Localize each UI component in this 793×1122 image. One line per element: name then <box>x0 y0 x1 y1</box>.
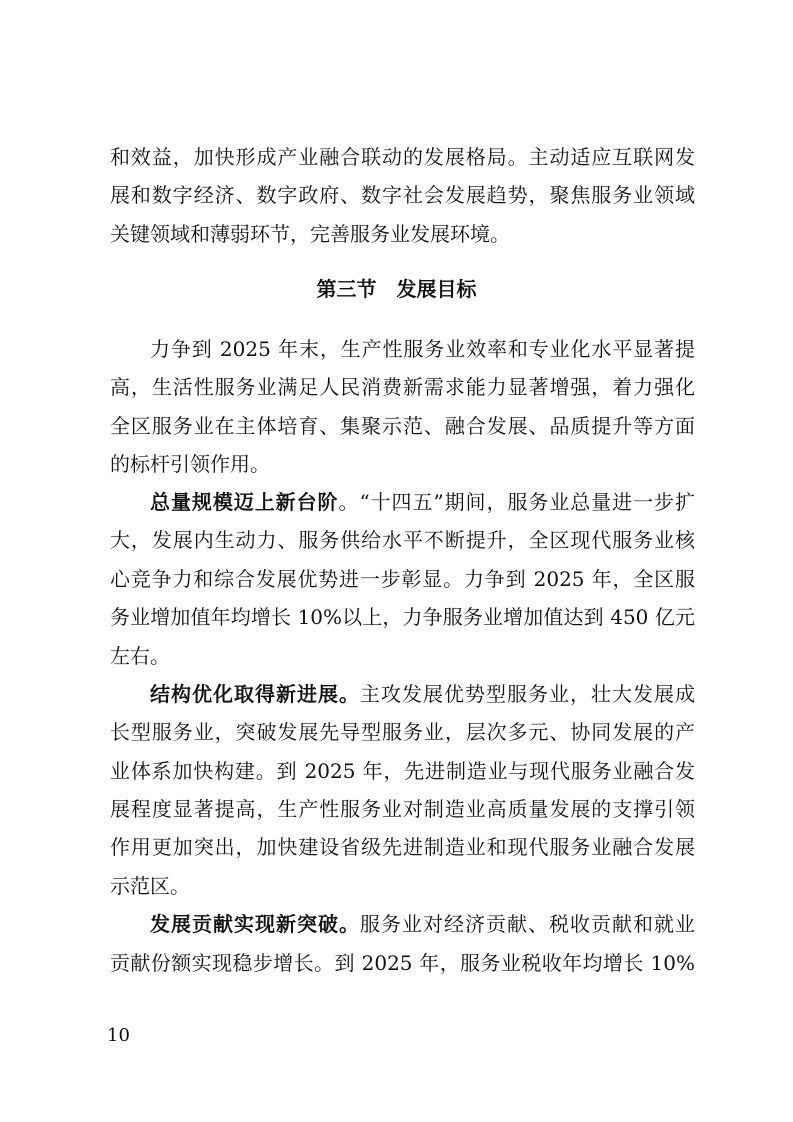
paragraph-line: 示范区。 <box>110 874 190 898</box>
paragraph-first-line <box>150 489 695 515</box>
page-number: 10 <box>107 1025 130 1046</box>
paragraph-line: 业体系加快构建。到 2025 年，先进制造业与现代服务业融合发 <box>110 759 695 783</box>
paragraph-line: 的标杆引领作用。 <box>110 452 270 476</box>
paragraph-line: 心竞争力和综合发展优势进一步彰显。力争到 2025 年，全区服 <box>110 567 695 591</box>
paragraph-line: 展和数字经济、数字政府、数字社会发展趋势，聚焦服务业领域 <box>110 183 695 207</box>
scale-title: 总量规模迈上新台阶 <box>150 490 339 514</box>
scale-first-text: 。“十四五”期间，服务业总量进一步扩 <box>338 490 695 514</box>
paragraph-line: 长型服务业，突破发展先导型服务业，层次多元、协同发展的产 <box>110 720 695 744</box>
structure-first-text: 主攻发展优势型服务业，壮大发展成 <box>360 682 695 706</box>
structure-title: 结构优化取得新进展。 <box>150 682 360 706</box>
paragraph-line: 全区服务业在主体培育、集聚示范、融合发展、品质提升等方面 <box>110 414 695 438</box>
contribution-first-text: 服务业对经济贡献、税收贡献和就业 <box>360 912 695 936</box>
paragraph-line: 力争到 2025 年末，生产性服务业效率和专业化水平显著提 <box>150 337 695 361</box>
paragraph-line: 展程度显著提高，生产性服务业对制造业高质量发展的支撑引领 <box>110 797 695 821</box>
paragraph-line: 务业增加值年均增长 10%以上，力争服务业增加值达到 450 亿元 <box>110 605 695 629</box>
paragraph-line: 大，发展内生动力、服务供给水平不断提升，全区现代服务业核 <box>110 528 695 552</box>
paragraph-line: 高，生活性服务业满足人民消费新需求能力显著增强，着力强化 <box>110 375 695 399</box>
paragraph-line: 左右。 <box>110 644 170 668</box>
contribution-title: 发展贡献实现新突破。 <box>150 912 360 936</box>
paragraph-line: 和效益，加快形成产业融合联动的发展格局。主动适应互联网发 <box>110 145 695 169</box>
paragraph-first-line <box>150 681 695 707</box>
paragraph-line: 作用更加突出，加快建设省级先进制造业和现代服务业融合发展 <box>110 835 695 859</box>
paragraph-first-line <box>150 911 695 937</box>
section-heading: 第三节 发展目标 <box>316 277 477 301</box>
paragraph-line: 贡献份额实现稳步增长。到 2025 年，服务业税收年均增长 10% <box>110 951 695 975</box>
paragraph-line: 关键领域和薄弱环节，完善服务业发展环境。 <box>110 222 510 246</box>
